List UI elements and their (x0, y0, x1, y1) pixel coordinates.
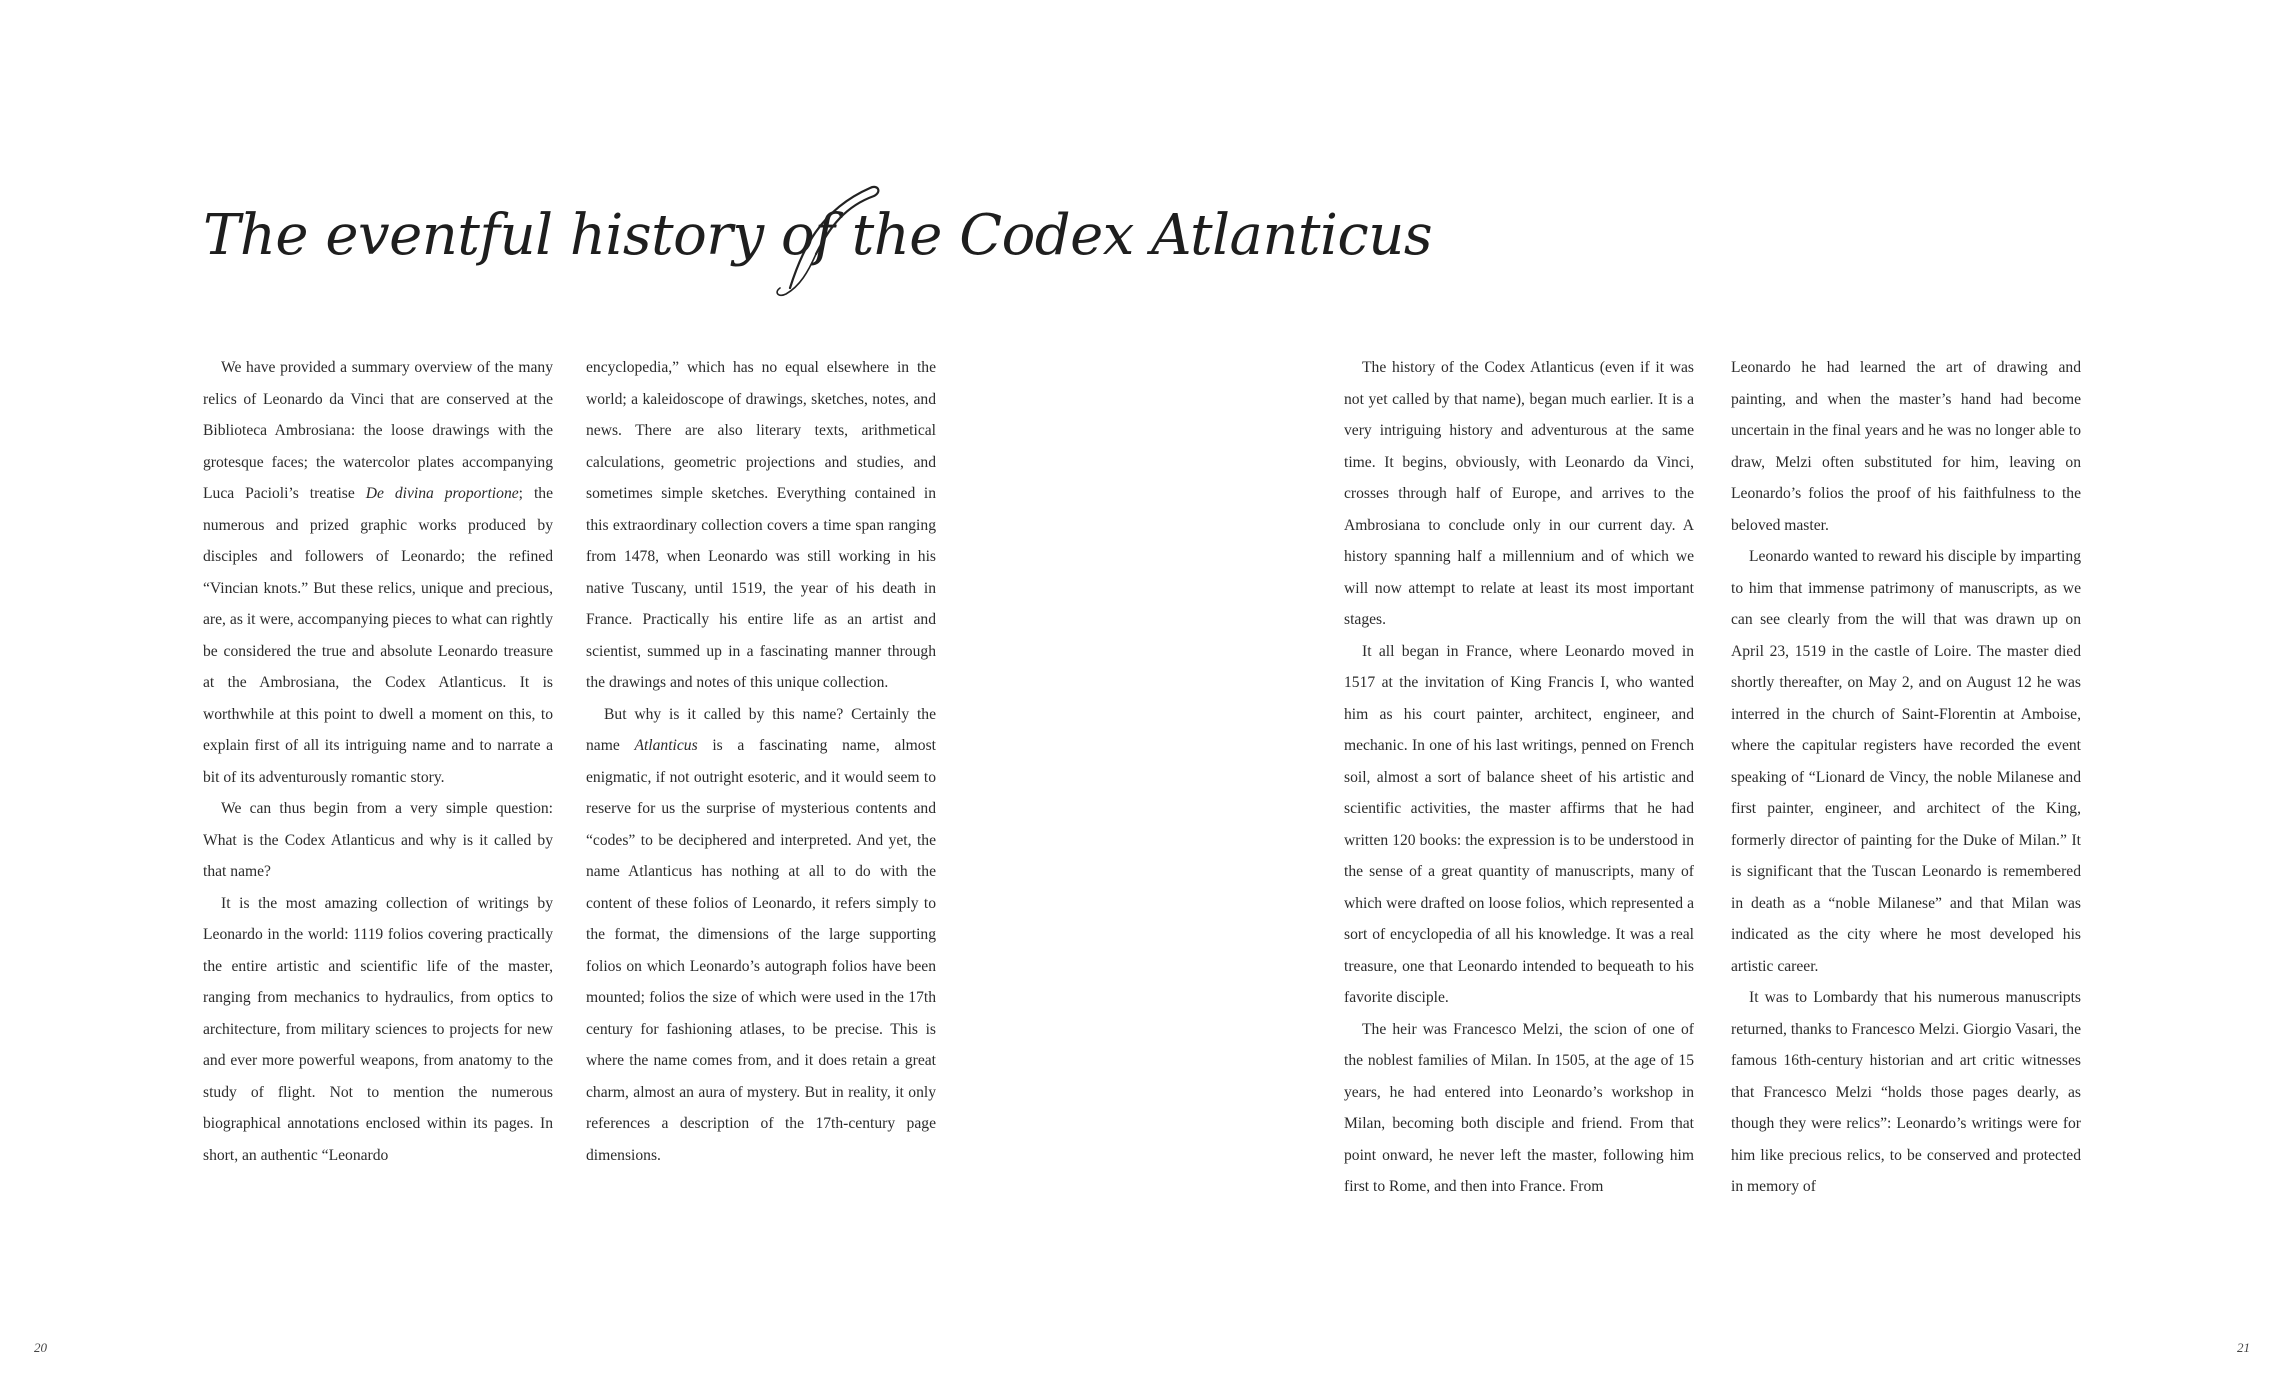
paragraph: It is the most amazing collection of writings by Leonardo in the world: 1119 folios covering practically the entire artistic and scientific life of the master, ranging from mechanics to hydraulics, from optics to architecture, from military sciences to projects for new and ever more powerful weapons, from anatomy to the study of flight. Not to mention the numerous biographical annotations enclosed within its pages. In short, an authentic “Leonardo (203, 894, 553, 1164)
quill-flourish-icon (750, 170, 890, 310)
text-column-4 (1731, 352, 2081, 1203)
text-column-2 (586, 352, 936, 1171)
paragraph: Leonardo wanted to reward his disciple by imparting to him that immense patrimony of manuscripts, as we can see clearly from the will that was drawn up on April 23, 1519 in the castle of Loire. The master died shortly thereafter, on May 2, and on August 12 he was interred in the church of Saint-Florentin at Amboise, where the capitular registers have recorded the event speaking of “Lionard de Vincy, the noble Milanese and first painter, engineer, and architect of the King, formerly director of painting for the Duke of Milan.” It is significant that the Tuscan Leonardo is remembered in death as a “noble Milanese” and that Milan was indicated as the city where he most developed his artistic career. (1731, 548, 2081, 975)
paragraph: The history of the Codex Atlanticus (even if it was not yet called by that name), began much earlier. It is a very intriguing history and adventurous at the same time. It begins, obviously, with Leonardo da Vinci, crosses through half of Europe, and arrives to the Ambrosiana to conclude only in our current day. A history spanning half a millennium and of which we will now attempt to relate at least its most important stages. (1344, 359, 1694, 628)
page-number-right: 21 (2237, 1340, 2250, 1355)
paragraph: It all began in France, where Leonardo moved in 1517 at the invitation of King Francis I, who wanted him as his court painter, architect, engineer, and mechanic. In one of his last writings, penned on French soil, almost a sort of balance sheet of his artistic and scientific activities, the master affirms that he had written 120 books: the expression is to be understood in the sense of a great quantity of manuscripts, many of which were drafted on loose folios, which represented a sort of encyclopedia of all his knowledge. It was a real treasure, one that Leonardo intended to bequeath to his favorite disciple. (1344, 642, 1694, 1006)
text-column-1 (203, 352, 553, 1171)
paragraph: The heir was Francesco Melzi, the scion of one of the noblest families of Milan. In 1505, at the age of 15 years, he had entered into Leonardo’s workshop in Milan, becoming both disciple and friend. From that point onward, he never left the master, following him first to Rome, and then into France. From (1344, 1020, 1694, 1195)
paragraph: We have provided a summary overview of the many relics of Leonardo da Vinci that are conserved at the Biblioteca Ambrosiana: the loose drawings with the grotesque faces; the watercolor plates accompanying Luca Pacioli’s treatise De divina proportione; the numerous and prized graphic works produced by disciples and followers of Leonardo; the refined “Vincian knots.” But these relics, unique and precious, are, as it were, accompanying pieces to what can rightly be considered the true and absolute Leonardo treasure at the Ambrosiana, the Codex Atlanticus. It is worthwhile at this point to dwell a moment on this, to explain first of all its intriguing name and to narrate a bit of its adventurously romantic story. (203, 359, 553, 786)
text-column-3 (1344, 352, 1694, 1203)
paragraph: It was to Lombardy that his numerous manuscripts returned, thanks to Francesco Melzi. Giorgio Vasari, the famous 16th-century historian and art critic witnesses that Francesco Melzi “holds those pages dearly, as though they were relics”: Leonardo’s writings were for him like precious relics, to be conserved and protected in memory of (1731, 989, 2081, 1195)
paragraph: Leonardo he had learned the art of drawing and painting, and when the master’s hand had become uncertain in the final years and he was no longer able to draw, Melzi often substituted for him, leaving on Leonardo’s folios the proof of his faithfulness to the beloved master. (1731, 359, 2081, 534)
paragraph: We can thus begin from a very simple question: What is the Codex Atlanticus and why is it called by that name? (203, 800, 553, 880)
chapter-title: The eventful history of the Codex Atlanticus (203, 203, 1433, 268)
paragraph: encyclopedia,” which has no equal elsewhere in the world; a kaleidoscope of drawings, sketches, notes, and news. There are also literary texts, arithmetical calculations, geometric projections and studies, and sometimes simple sketches. Everything contained in this extraordinary collection covers a time span ranging from 1478, when Leonardo was still working in his native Tuscany, until 1519, the year of his death in France. Practically his entire life as an artist and scientist, summed up in a fascinating manner through the drawings and notes of this unique collection. (586, 359, 936, 691)
paragraph: But why is it called by this name? Certainly the name Atlanticus is a fascinating name, almost enigmatic, if not outright esoteric, and it would seem to reserve for us the surprise of mysterious contents and “codes” to be deciphered and interpreted. And yet, the name Atlanticus has nothing at all to do with the content of these folios of Leonardo, it refers simply to the format, the dimensions of the large supporting folios on which Leonardo’s autograph folios have been mounted; folios the size of which were used in the 17th century for fashioning atlases, to be precise. This is where the name comes from, and it does retain a great charm, almost an aura of mystery. But in reality, it only references a description of the 17th-century page dimensions. (586, 705, 936, 1164)
page-number-left: 20 (34, 1340, 47, 1355)
